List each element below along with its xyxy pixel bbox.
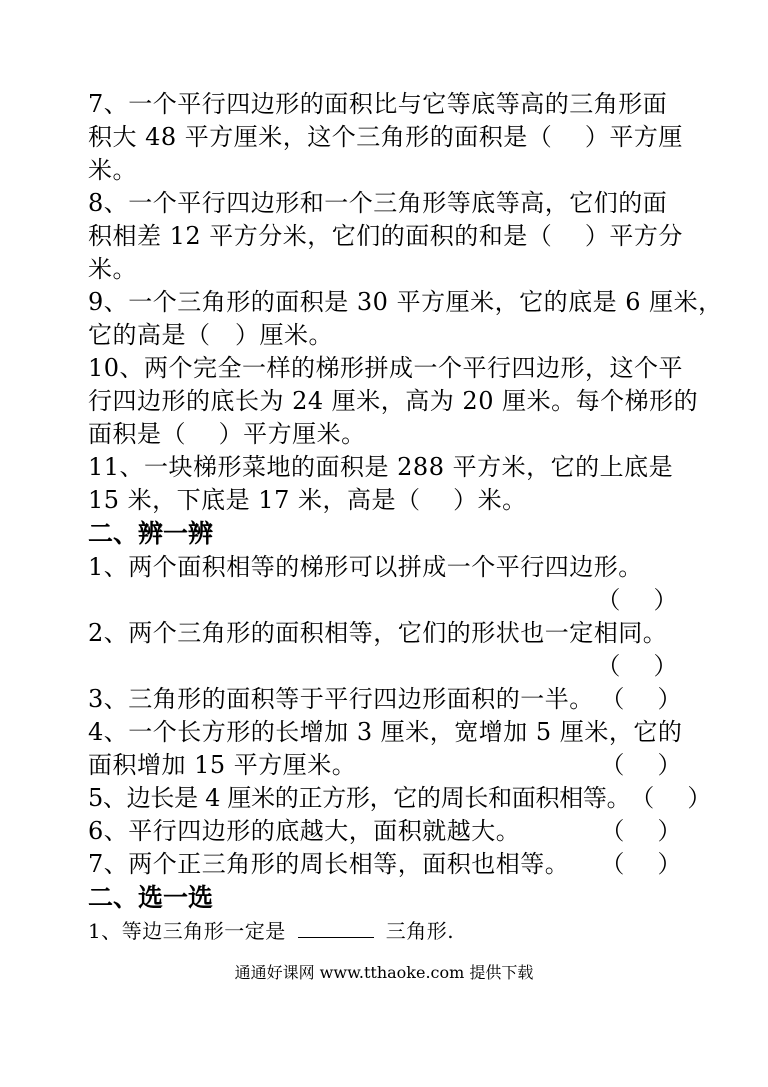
question-line: 积大 48 平方厘米，这个三角形的面积是（ ）平方厘 <box>88 123 683 151</box>
judge-text: 7、两个正三角形的周长相等，面积也相等。 <box>88 850 570 878</box>
answer-paren[interactable]: （ ） <box>596 652 678 680</box>
section-heading-choose: 二、选一选 <box>88 883 214 912</box>
question-line: 11、一块梯形菜地的面积是 288 平方米，它的上底是 <box>88 453 674 481</box>
question-8 <box>88 187 682 286</box>
judge-text-cont: 面积增加 15 平方厘米。 <box>88 751 357 779</box>
question-7 <box>88 88 682 187</box>
question-line: 15 米，下底是 17 米，高是（ ）米。 <box>88 486 527 514</box>
judge-item-1 <box>88 551 682 617</box>
judge-text: 1、两个面积相等的梯形可以拼成一个平行四边形。 <box>88 553 643 581</box>
question-line: 8、一个平行四边形和一个三角形等底等高，它们的面 <box>88 189 668 217</box>
question-9 <box>88 286 723 352</box>
judge-text: 3、三角形的面积等于平行四边形面积的一半。 <box>88 685 594 713</box>
answer-paren[interactable]: （ ） <box>600 751 682 779</box>
judge-item-3 <box>88 683 682 716</box>
answer-paren[interactable]: （ ） <box>596 586 678 614</box>
question-line: 面积是（ ）平方厘米。 <box>88 420 366 448</box>
worksheet-page <box>88 88 723 948</box>
judge-item-4 <box>88 716 682 782</box>
footer-source: 通通好课网 www.tthaoke.com 提供下载 <box>234 963 534 982</box>
answer-paren[interactable]: （ ） <box>600 817 682 845</box>
question-line: 10、两个完全一样的梯形拼成一个平行四边形，这个平 <box>88 354 684 382</box>
question-line: 7、一个平行四边形的面积比与它等底等高的三角形面 <box>88 90 668 118</box>
question-line: 积相差 12 平方分米，它们的面积的和是（ ）平方分 <box>88 222 683 250</box>
judge-line <box>88 749 682 782</box>
judge-text: 5、边长是 4 厘米的正方形，它的周长和面积相等。 <box>88 784 631 812</box>
answer-blank[interactable] <box>298 919 374 938</box>
section-heading-judge: 二、辨一辨 <box>88 519 214 548</box>
judge-text: 4、一个长方形的长增加 3 厘米，宽增加 5 厘米，它的 <box>88 718 683 746</box>
judge-item-2 <box>88 617 682 683</box>
question-line: 米。 <box>88 255 137 283</box>
question-line: 9、一个三角形的面积是 30 平方厘米，它的底是 6 厘米， <box>88 288 723 316</box>
choose-item-1 <box>88 915 682 948</box>
judge-item-6 <box>88 815 682 848</box>
choose-text: 1、等边三角形一定是 <box>88 919 286 943</box>
choose-text-after: 三角形. <box>385 919 455 943</box>
answer-paren[interactable]: （ ） <box>600 685 682 713</box>
question-line: 行四边形的底长为 24 厘米，高为 20 厘米。每个梯形的 <box>88 387 699 415</box>
answer-paren[interactable]: （ ） <box>630 784 712 812</box>
judge-item-5 <box>88 782 712 815</box>
question-line: 米。 <box>88 156 137 184</box>
judge-item-7 <box>88 848 682 881</box>
question-10 <box>88 352 699 451</box>
judge-text: 6、平行四边形的底越大，面积就越大。 <box>88 817 521 845</box>
answer-paren[interactable]: （ ） <box>600 850 682 878</box>
judge-text: 2、两个三角形的面积相等，它们的形状也一定相同。 <box>88 619 668 647</box>
question-11 <box>88 451 682 517</box>
question-line: 它的高是（ ）厘米。 <box>88 321 333 349</box>
